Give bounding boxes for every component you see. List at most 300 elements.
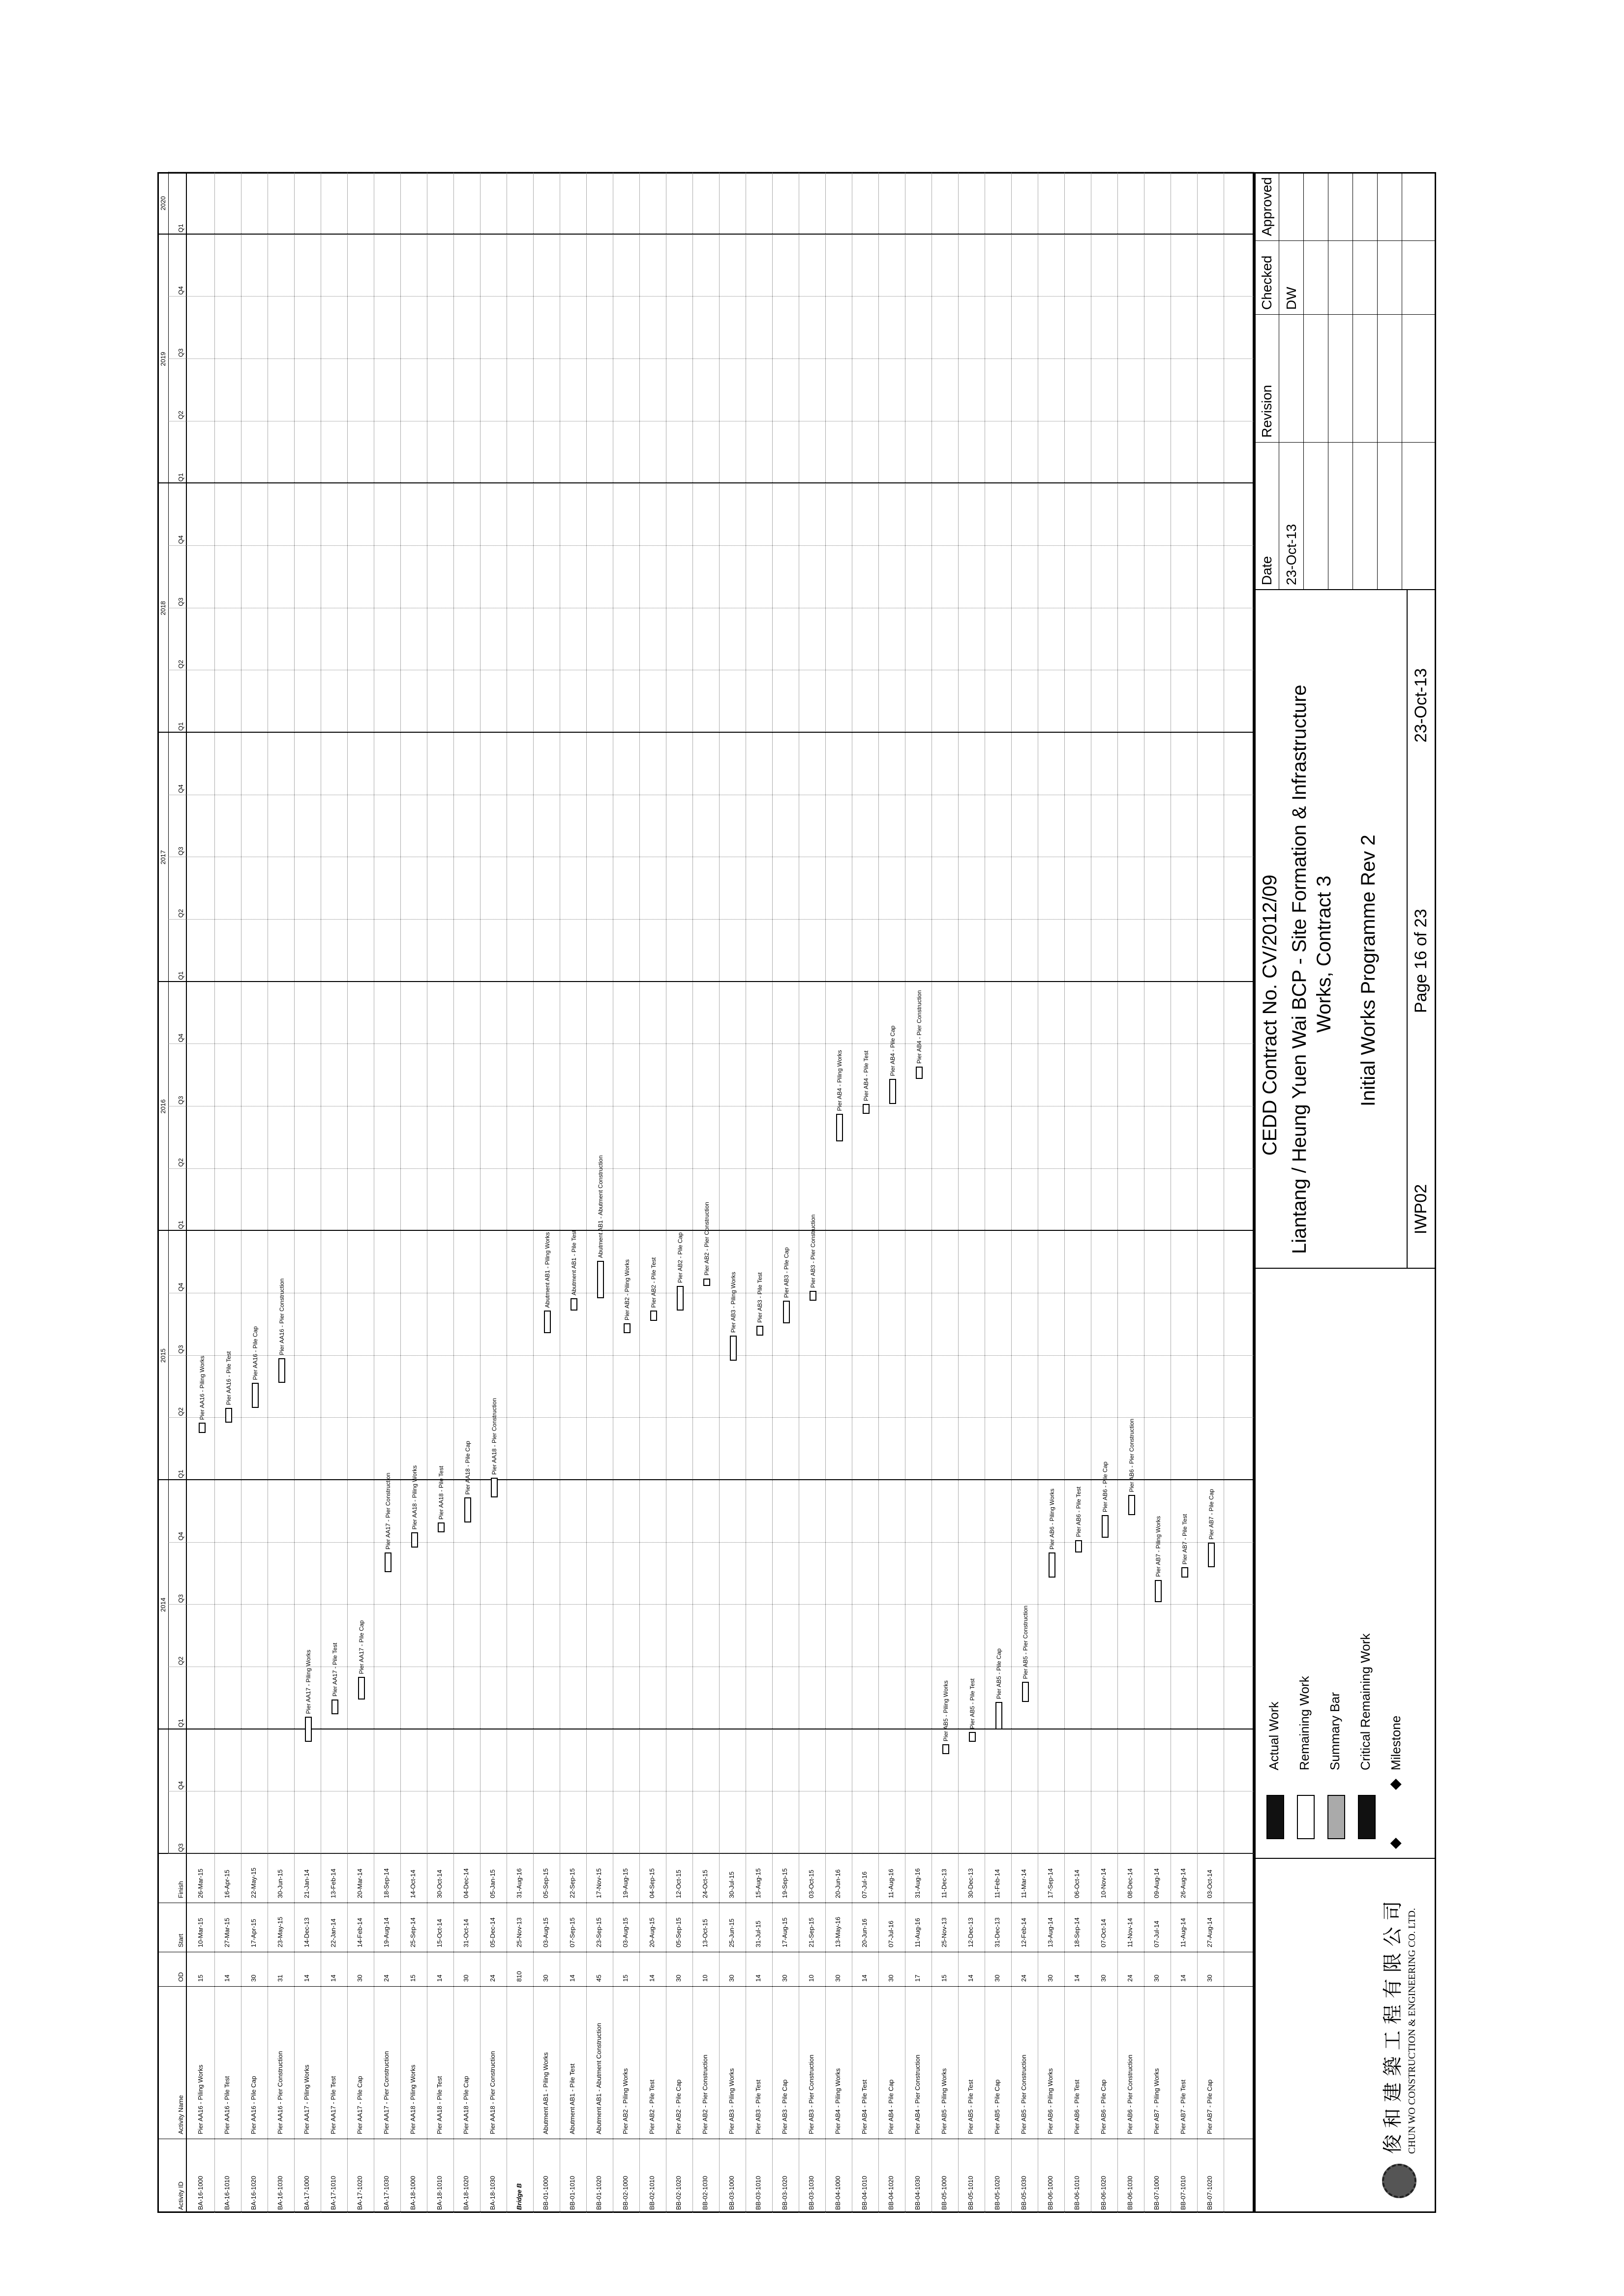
original-duration: 15 [940,1974,948,1982]
gantt-bar-label: Pier AA18 - Pier Construction [491,1398,498,1475]
activity-name: Pier AB7 - Pile Cap [1206,2079,1213,2134]
activity-name: Pier AA18 - Pile Test [436,2076,443,2134]
gantt-bar[interactable] [942,1744,949,1754]
start-date: 10-Mar-15 [197,1918,204,1947]
gantt-bar[interactable] [624,1323,631,1333]
rev-col-divider [1254,240,1436,241]
activity-name: Pier AB4 - Pile Cap [887,2079,895,2134]
activity-id: BB-06-1010 [1073,2176,1081,2210]
gantt-bar-label: Abutment AB1 - Piling Works [544,1232,551,1308]
finish-date: 08-Dec-14 [1126,1868,1134,1898]
gantt-bar[interactable] [464,1497,471,1522]
header-activity-id: Activity ID [177,2181,184,2210]
activity-id: BB-02-1010 [648,2176,656,2210]
activity-name: Pier AA18 - Piling Works [409,2064,417,2134]
activity-name: Pier AB2 - Pier Construction [701,2055,709,2134]
activity-name: Pier AA17 - Piling Works [303,2064,310,2134]
gantt-bar-label: Pier AB2 - Piling Works [624,1259,631,1320]
activity-name: Pier AB4 - Pile Test [861,2079,868,2134]
start-date: 17-Aug-15 [781,1917,788,1947]
gantt-bar[interactable] [916,1067,923,1079]
quarter-label: Q2 [177,909,184,918]
finish-date: 19-Sep-15 [781,1868,788,1898]
start-date: 25-Jun-15 [728,1918,735,1947]
gantt-bar[interactable] [1208,1543,1215,1568]
quarter-label: Q4 [177,286,184,295]
finish-date: 21-Jan-14 [303,1869,310,1898]
finish-date: 10-Nov-14 [1100,1868,1107,1898]
finish-date: 22-May-15 [250,1867,257,1898]
original-duration: 24 [1020,1974,1027,1982]
gantt-bar[interactable] [544,1311,551,1333]
programme-date: 23-Oct-13 [1412,668,1430,743]
gantt-bar[interactable] [650,1311,657,1320]
rev-cell: 23-Oct-13 [1284,524,1299,585]
quarter-label: Q3 [177,348,184,357]
gantt-bar[interactable] [199,1423,206,1432]
start-date: 22-Jan-14 [330,1918,337,1947]
original-duration: 30 [462,1974,470,1982]
finish-date: 26-Mar-15 [197,1869,204,1898]
gantt-bar[interactable] [730,1336,737,1361]
gantt-bar-label: Pier AB7 - Pile Test [1181,1514,1188,1565]
gantt-bar[interactable] [1128,1495,1135,1515]
activity-id: BB-06-1020 [1100,2176,1107,2210]
gantt-bar[interactable] [810,1291,816,1301]
activity-name: Pier AA18 - Pile Cap [462,2076,470,2134]
finish-date: 03-Oct-15 [808,1870,815,1898]
activity-name: Pier AB6 - Pile Cap [1100,2079,1107,2134]
project-title-line2: Works, Contract 3 [1313,875,1335,1033]
rev-header: Checked [1259,255,1274,310]
quarter-label: Q3 [177,597,184,606]
activity-name: Pier AB4 - Pier Construction [914,2055,921,2134]
original-duration: 14 [1179,1974,1187,1982]
original-duration: 30 [542,1974,549,1982]
finish-date: 06-Oct-14 [1073,1870,1081,1898]
quarter-label: Q4 [177,1034,184,1043]
activity-id: BB-05-1020 [993,2176,1001,2210]
rev-row-divider [1303,172,1304,590]
header-start: Start [177,1934,184,1947]
rev-col-divider [1254,442,1436,443]
finish-date: 04-Dec-14 [462,1868,470,1898]
gantt-bar-label: Pier AB5 - Pier Construction [1022,1606,1029,1679]
finish-date: 03-Oct-14 [1206,1870,1213,1898]
tb-divider [1254,589,1436,590]
quarter-gridline [168,545,1254,546]
finish-date: 14-Oct-14 [409,1870,417,1898]
finish-date: 16-Apr-15 [223,1870,231,1898]
activity-name: Pier AB2 - Pile Cap [675,2079,682,2134]
gantt-bar-label: Pier AB7 - Piling Works [1155,1516,1162,1577]
activity-id: BB-03-1030 [808,2176,815,2210]
page-number: Page 16 of 23 [1412,909,1430,1013]
gantt-bar-label: Pier AB5 - Pile Cap [995,1648,1002,1699]
start-date: 13-Oct-15 [701,1919,709,1947]
gantt-bar-label: Pier AB6 - Pier Construction [1128,1419,1135,1492]
finish-date: 30-Jun-15 [276,1869,284,1898]
activity-id: BA-16-1030 [276,2176,284,2210]
finish-date: 05-Sep-15 [542,1868,549,1898]
rev-header: Revision [1259,385,1274,438]
project-title-line1: Liantang / Heung Yuen Wai BCP - Site Formation & Infrastructure [1289,685,1310,1254]
activity-id: BB-07-1020 [1206,2176,1213,2210]
header-finish: Finish [177,1881,184,1898]
original-duration: 14 [569,1974,576,1982]
quarter-label: Q4 [177,1532,184,1541]
original-duration: 17 [914,1974,921,1982]
tb-divider [1254,1268,1436,1269]
activity-id: BA-18-1000 [409,2176,417,2210]
activity-id: BA-17-1020 [356,2176,363,2210]
gantt-bar[interactable] [358,1677,365,1700]
activity-id: BB-02-1000 [622,2176,629,2210]
activity-name: Pier AA17 - Pier Construction [383,2051,390,2134]
rev-cell: DW [1284,287,1299,310]
gantt-bar-label: Pier AB3 - Piling Works [730,1272,737,1333]
original-duration: 31 [276,1974,284,1982]
activity-id: BB-04-1020 [887,2176,895,2210]
programme-title: Initial Works Programme Rev 2 [1357,835,1379,1106]
gantt-bar-label: Pier AB6 - Pile Cap [1102,1461,1109,1512]
gantt-bar-label: Pier AA16 - Pile Test [225,1351,232,1405]
gantt-bar-label: Pier AA17 - Pile Test [331,1642,338,1697]
rev-col-divider [1254,314,1436,315]
gantt-bar[interactable] [411,1532,418,1547]
start-date: 14-Dec-13 [303,1917,310,1947]
gantt-bar[interactable] [995,1702,1002,1729]
gantt-bar[interactable] [1102,1515,1109,1538]
quarter-label: Q1 [177,1719,184,1728]
activity-name: Pier AB6 - Piling Works [1047,2068,1054,2134]
original-duration: 14 [1073,1974,1081,1982]
finish-date: 07-Jul-16 [861,1871,868,1898]
activity-name: Pier AB5 - Piling Works [940,2068,948,2134]
company-english-name: CHUN WO CONSTRUCTION & ENGINEERING CO. LTD. [1407,1908,1417,2154]
gantt-bar-label: Pier AB3 - Pile Test [756,1272,763,1323]
start-date: 05-Sep-15 [675,1917,682,1947]
original-duration: 14 [223,1974,231,1982]
year-label: 2017 [159,850,167,865]
quarter-label: Q3 [177,847,184,856]
group-label: Bridge B [515,2183,523,2210]
original-duration: 15 [622,1974,629,1982]
original-duration: 30 [1100,1974,1107,1982]
gantt-bar-label: Pier AA17 - Pile Cap [358,1620,365,1674]
gantt-bar[interactable] [278,1358,285,1383]
gantt-bar-label: Pier AA17 - Pier Construction [385,1472,391,1550]
rev-header: Approved [1259,177,1274,236]
activity-id: BB-01-1020 [595,2176,602,2210]
legend-swatch [1266,1795,1284,1839]
start-date: 31-Dec-13 [993,1917,1001,1947]
finish-date: 22-Sep-15 [569,1868,576,1898]
milestone-diamond-icon: ◆ [1387,1778,1403,1790]
gantt-bar[interactable] [783,1301,790,1323]
gantt-bar[interactable] [491,1478,498,1498]
start-date: 05-Dec-14 [489,1917,496,1947]
finish-date: 11-Aug-16 [887,1869,895,1898]
original-duration: 14 [648,1974,656,1982]
gantt-bar[interactable] [252,1383,259,1408]
start-date: 25-Nov-13 [515,1917,523,1947]
gantt-bar[interactable] [571,1298,577,1311]
gantt-bar-label: Pier AA16 - Pier Construction [278,1278,285,1355]
start-date: 03-Aug-15 [622,1917,629,1947]
activity-name: Pier AB3 - Pile Test [754,2079,762,2134]
gantt-bar-label: Pier AB2 - Pile Test [650,1257,657,1308]
gantt-bar[interactable] [1181,1567,1188,1577]
gantt-bar[interactable] [836,1114,843,1141]
legend-label: Critical Remaining Work [1358,1633,1373,1770]
activity-name: Pier AB3 - Pile Cap [781,2079,788,2134]
quarter-label: Q1 [177,722,184,731]
legend-swatch [1327,1795,1345,1839]
original-duration: 14 [967,1974,974,1982]
original-duration: 30 [1153,1974,1160,1982]
finish-date: 12-Oct-15 [675,1870,682,1898]
activity-id: BB-02-1020 [675,2176,682,2210]
finish-date: 24-Oct-15 [701,1870,709,1898]
tb-divider [1254,1858,1436,1859]
gantt-bar[interactable] [305,1717,312,1742]
gantt-bar-label: Pier AB2 - Pier Construction [703,1202,710,1276]
quarter-label: Q3 [177,1345,184,1354]
original-duration: 10 [808,1974,815,1982]
gantt-bar-label: Pier AA18 - Pile Cap [464,1441,471,1495]
start-date: 15-Oct-14 [436,1919,443,1947]
legend-label: Milestone [1388,1715,1403,1770]
activity-id: BB-03-1010 [754,2176,762,2210]
quarter-label: Q3 [177,1594,184,1603]
activity-name: Abutment AB1 - Pile Test [569,2063,576,2134]
gantt-bar[interactable] [331,1700,338,1714]
gantt-bar[interactable] [1022,1682,1029,1702]
start-date: 23-Sep-15 [595,1917,602,1947]
gantt-bar-label: Pier AB6 - Pile Test [1075,1487,1082,1537]
gantt-bar[interactable] [385,1552,391,1573]
quarter-gridline [168,358,1254,359]
finish-date: 13-Feb-14 [330,1869,337,1898]
gantt-bar[interactable] [1049,1552,1055,1578]
quarter-label: Q4 [177,784,184,793]
activity-name: Pier AB7 - Pile Test [1179,2079,1187,2134]
activity-name: Pier AA17 - Pile Cap [356,2076,363,2134]
activity-id: BB-02-1030 [701,2176,709,2210]
activity-id: BB-04-1010 [861,2176,868,2210]
activity-id: BB-06-1000 [1047,2176,1054,2210]
gantt-bar-label: Pier AB3 - Pile Cap [783,1247,790,1298]
quarter-label: Q4 [177,535,184,544]
quarter-gridline [168,1604,1254,1605]
original-duration: 30 [675,1974,682,1982]
quarter-label: Q4 [177,1282,184,1291]
gantt-bar[interactable] [969,1732,976,1742]
year-label: 2014 [159,1597,167,1612]
quarter-label: Q3 [177,1843,184,1852]
start-date: 27-Mar-15 [223,1918,231,1947]
original-duration: 30 [993,1974,1001,1982]
rotated-sheet [157,172,1436,2213]
gantt-bar[interactable] [597,1261,604,1298]
rev-header: Date [1259,556,1274,585]
start-date: 20-Jun-16 [861,1918,868,1947]
rev-row-divider [1377,172,1378,590]
gantt-bar-label: Pier AB3 - Pier Construction [810,1214,816,1288]
gantt-bar[interactable] [863,1104,870,1114]
activity-id: BA-17-1010 [330,2176,337,2210]
start-date: 25-Nov-13 [940,1917,948,1947]
original-duration: 30 [356,1974,363,1982]
gantt-bar-label: Pier AA16 - Piling Works [199,1355,206,1420]
finish-date: 20-Mar-14 [356,1869,363,1898]
year-label: 2020 [159,196,167,210]
original-duration: 14 [861,1974,868,1982]
legend-label: Actual Work [1266,1701,1281,1770]
quarter-gridline [168,1168,1254,1169]
start-date: 11-Aug-16 [914,1918,921,1947]
activity-name: Pier AA17 - Pile Test [330,2076,337,2134]
activity-name: Pier AB2 - Piling Works [622,2068,629,2134]
activity-id: BB-01-1010 [569,2176,576,2210]
activity-name: Abutment AB1 - Abutment Construction [595,2023,602,2134]
activity-id: BA-16-1020 [250,2176,257,2210]
year-gridline [157,981,1254,982]
activity-name: Pier AA16 - Pile Cap [250,2076,257,2134]
quarter-label: Q1 [177,971,184,980]
original-duration: 24 [1126,1974,1134,1982]
quarter-label: Q3 [177,1096,184,1104]
finish-date: 15-Aug-15 [754,1868,762,1898]
activity-id: BA-17-1000 [303,2176,310,2210]
activity-id: BB-05-1000 [940,2176,948,2210]
quarter-gridline [168,1542,1254,1543]
start-date: 07-Jul-16 [887,1920,895,1947]
start-date: 27-Aug-14 [1206,1917,1213,1947]
gantt-bar[interactable] [225,1408,232,1423]
start-date: 11-Aug-14 [1179,1918,1187,1947]
activity-id: BB-06-1030 [1126,2176,1134,2210]
gantt-bar-label: Pier AA16 - Pile Cap [252,1326,259,1380]
activity-name: Pier AA18 - Pier Construction [489,2051,496,2134]
gantt-bar-label: Pier AB6 - Piling Works [1049,1489,1055,1550]
quarter-label: Q4 [177,1781,184,1790]
finish-date: 05-Jan-15 [489,1869,496,1898]
original-duration: 810 [515,1971,523,1982]
quarter-gridline [168,1853,1254,1854]
original-duration: 30 [250,1974,257,1982]
activity-name: Pier AB5 - Pier Construction [1020,2055,1027,2134]
quarter-label: Q1 [177,1221,184,1229]
quarter-label: Q1 [177,1469,184,1478]
start-date: 07-Oct-14 [1100,1919,1107,1947]
start-date: 14-Feb-14 [356,1918,363,1947]
gantt-bar-label: Pier AB5 - Pile Test [969,1678,976,1729]
quarter-gridline [168,1417,1254,1418]
activity-id: BA-18-1010 [436,2176,443,2210]
original-duration: 14 [303,1974,310,1982]
gantt-bar-label: Pier AB2 - Pile Cap [677,1232,684,1283]
start-date: 03-Aug-15 [542,1917,549,1947]
gantt-bar[interactable] [703,1279,710,1286]
finish-date: 30-Oct-14 [436,1870,443,1898]
start-date: 07-Jul-14 [1153,1920,1160,1947]
year-label: 2015 [159,1348,167,1363]
activity-id: BA-16-1010 [223,2176,231,2210]
finish-date: 11-Dec-13 [940,1869,948,1898]
gantt-bar[interactable] [677,1286,684,1311]
year-label: 2019 [159,352,167,366]
finish-date: 17-Sep-14 [1047,1868,1054,1898]
activity-id: BB-01-1000 [542,2176,549,2210]
gantt-bar-label: Pier AB4 - Pier Construction [916,990,923,1064]
gantt-bar[interactable] [438,1522,445,1532]
activity-name: Pier AB3 - Piling Works [728,2068,735,2134]
gantt-bar[interactable] [756,1326,763,1336]
project-footer-line [1407,590,1408,1269]
original-duration: 30 [834,1974,842,1982]
finish-date: 11-Mar-14 [1020,1869,1027,1898]
quarter-label: Q1 [177,473,184,482]
legend-label: Summary Bar [1327,1692,1342,1770]
original-duration: 30 [1047,1974,1054,1982]
start-date: 20-Aug-15 [648,1917,656,1947]
activity-id: BB-07-1010 [1179,2176,1187,2210]
original-duration: 30 [781,1974,788,1982]
start-date: 17-Apr-15 [250,1919,257,1947]
activity-name: Pier AB6 - Pier Construction [1126,2055,1134,2134]
year-gridline [157,732,1254,733]
activity-name: Abutment AB1 - Piling Works [542,2052,549,2134]
quarter-label: Q1 [177,224,184,233]
activity-id: BB-03-1020 [781,2176,788,2210]
gantt-bar-label: Pier AA18 - Piling Works [411,1465,418,1530]
gantt-bar[interactable] [1075,1540,1082,1552]
timeline-year-divider [168,172,169,1854]
quarter-label: Q2 [177,411,184,419]
finish-date: 31-Aug-16 [914,1868,921,1898]
activity-id: BA-18-1030 [489,2176,496,2210]
gantt-bar[interactable] [889,1079,896,1104]
activity-name: Pier AA16 - Pile Test [223,2076,231,2134]
finish-date: 18-Sep-14 [383,1868,390,1898]
finish-date: 04-Sep-15 [648,1868,656,1898]
milestone-diamond-icon: ◆ [1387,1837,1403,1849]
activity-id: BB-04-1000 [834,2176,842,2210]
activity-name: Pier AB4 - Piling Works [834,2068,842,2134]
original-duration: 15 [409,1974,417,1982]
original-duration: 14 [436,1974,443,1982]
activity-name: Pier AA16 - Pier Construction [276,2051,284,2134]
quarter-gridline [168,919,1254,920]
activity-id: BB-03-1000 [728,2176,735,2210]
start-date: 31-Oct-14 [462,1919,470,1947]
original-duration: 24 [383,1974,390,1982]
start-date: 12-Dec-13 [967,1917,974,1947]
gantt-bar-label: Pier AB5 - Piling Works [942,1680,949,1742]
original-duration: 14 [330,1974,337,1982]
activity-id: BB-07-1000 [1153,2176,1160,2210]
header-od: OD [177,1972,184,1982]
start-date: 13-May-16 [834,1916,842,1947]
finish-date: 30-Dec-13 [967,1868,974,1898]
start-date: 21-Sep-15 [808,1917,815,1947]
activity-id: BA-17-1030 [383,2176,390,2210]
gantt-bar[interactable] [1155,1580,1162,1603]
gantt-bar-label: Pier AB7 - Pile Cap [1208,1489,1215,1540]
finish-date: 26-Aug-14 [1179,1868,1187,1898]
